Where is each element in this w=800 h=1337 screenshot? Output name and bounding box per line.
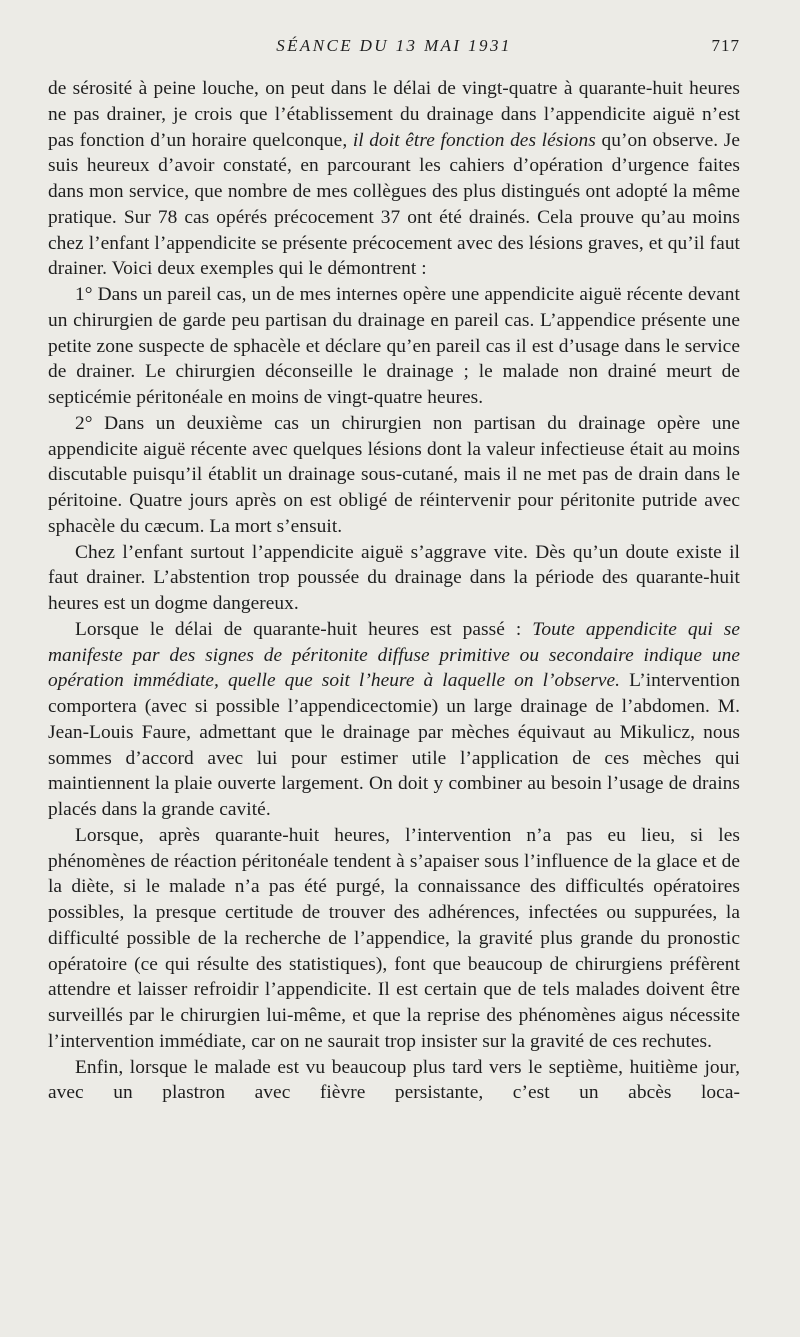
text-run: Lorsque, après quarante-huit heures, l’intervention n’a pas eu lieu, si les phénomènes de réaction péritonéale tendent à s’apaiser sous l’influence de la glace et de la diète, si le malade n’a pas été purgé, la connaissance des difficultés opératoires possibles, la presque certitude de trouver des adhérences, infectées ou suppurées, la difficulté possible de la recherche de l’appendice, la gravité plus grande du pronostic opératoire (ce qui résulte des statistiques), font que beaucoup de chirurgiens préfèrent attendre et laisser refroidir l’appendicite. Il est certain que de tels malades doivent être surveillés par le chirurgien lui-même, et que la reprise des phénomènes aigus nécessite l’intervention immédiate, car on ne saurait trop insister sur la gravité de ces rechutes. xyxy=(48,824,740,1052)
paragraph xyxy=(48,76,740,282)
paragraph xyxy=(48,282,740,411)
page-number: 717 xyxy=(711,36,740,55)
text-run: qu’on observe. Je suis heureux d’avoir constaté, en parcourant les cahiers d’opération d’urgence faites dans mon service, que nombre de mes collègues des plus distingués ont adopté la même pratique. Sur 78 cas opérés précocement 37 ont été drainés. Cela prouve qu’au moins chez l’enfant l’appendicite se présente précocement avec des lésions graves, et qu’il faut drainer. Voici deux exemples qui le démontrent : xyxy=(48,129,740,280)
body-text xyxy=(48,76,740,1106)
text-run: Chez l’enfant surtout l’appendicite aiguë s’aggrave vite. Dès qu’un doute existe il faut drainer. L’abstention trop poussée du drainage dans la période des quarante-huit heures est un dogme dangereux. xyxy=(48,541,740,614)
paragraph xyxy=(48,1055,740,1107)
running-head-title: SÉANCE DU 13 MAI 1931 xyxy=(276,36,512,55)
text-run: Enfin, lorsque le malade est vu beaucoup plus tard vers le septième, huitième jour, avec un plastron avec fièvre persistante, c’est un abcès loca- xyxy=(48,1056,740,1104)
text-run: Lorsque le délai de quarante-huit heures est passé : xyxy=(75,618,533,640)
text-run: de sérosité à peine louche, on peut dans le délai de vingt-quatre à quarante-huit heures ne pas drainer, je crois que l’établissement du drainage dans l’appendicite aiguë n’est pas fonction d’un horaire quelconque, xyxy=(48,78,740,151)
paragraph xyxy=(48,540,740,617)
text-run: 2° Dans un deuxième cas un chirurgien non partisan du drainage opère une appendicite aiguë récente avec quelques lésions dont la valeur infectieuse était au moins discutable puisqu’il établit un drainage sous-cutané, mais il ne met pas de drain dans le péritoine. Quatre jours après on est obligé de réintervenir pour péritonite putride avec sphacèle du cæcum. La mort s’ensuit. xyxy=(48,412,740,537)
text-run: L’intervention comportera (avec si possible l’appendicectomie) un large drainage de l’abdomen. M. Jean-Louis Faure, admettant que le drainage par mèches équivaut au Mikulicz, nous sommes d’accord avec lui pour estimer utile l’application de ces mèches qui maintiennent la plaie ouverte largement. On doit y combiner au besoin l’usage de drains placés dans la grande cavité. xyxy=(48,670,740,820)
running-head xyxy=(48,36,740,64)
italic-text-run: il doit être fonction des lésions xyxy=(352,129,596,151)
text-run: 1° Dans un pareil cas, un de mes internes opère une appendicite aiguë récente devant un chirurgien de garde peu partisan du drainage en pareil cas. L’appendice présente une petite zone suspecte de sphacèle et déclare qu’en pareil cas il est d’usage dans le service de drainer. Le chirurgien déconseille le drainage ; le malade non drainé meurt de septicémie péritonéale en moins de vingt-quatre heures. xyxy=(48,284,740,408)
italic-text-run: Toute appendicite qui se manifeste par des signes de péritonite diffuse primitive ou secondaire indique une opération immédiate, quelle que soit l’heure à laquelle on l’observe. xyxy=(48,618,740,692)
paragraph xyxy=(48,823,740,1055)
paragraph xyxy=(48,411,740,540)
paragraph xyxy=(48,617,740,823)
